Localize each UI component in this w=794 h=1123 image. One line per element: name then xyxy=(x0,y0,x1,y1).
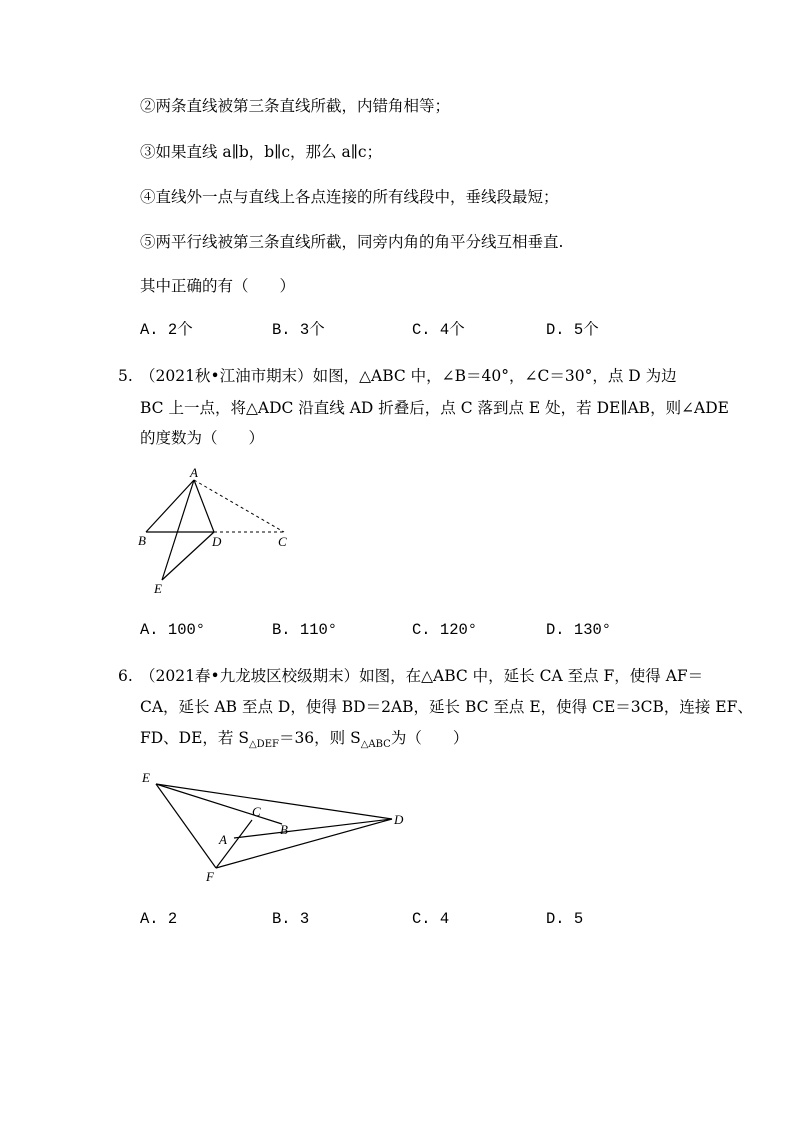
q5-text-1: 如图，△ABC 中，∠B＝40°，∠C＝30°，点 D 为边 xyxy=(312,367,677,385)
q5-label-d: D xyxy=(212,534,222,549)
q5-line-3: 的度数为（ ） xyxy=(140,429,265,447)
q6-text-3a: FD、DE，若 S xyxy=(140,729,249,747)
q6-segment-ed xyxy=(156,784,392,819)
q6-options xyxy=(140,909,660,929)
q6-number: 6. xyxy=(118,667,133,685)
q6-line-3 xyxy=(140,728,468,755)
q6-option-c[interactable]: C. 4 xyxy=(412,910,450,928)
q6-line-2: CA，延长 AB 至点 D，使得 BD＝2AB，延长 BC 至点 E，使得 CE＝3CB，连接 EF、 xyxy=(140,698,753,716)
q5-segment-ac-dashed xyxy=(194,480,284,532)
q4-option-b[interactable]: B. 3个 xyxy=(272,321,325,339)
q6-label-c: C xyxy=(252,804,261,819)
q5-segment-ad xyxy=(194,480,214,532)
q6-label-d: D xyxy=(394,812,404,827)
q6-figure xyxy=(130,764,420,890)
q6-option-a[interactable]: A. 2 xyxy=(140,910,178,928)
q5-source: （2021秋•江油市期末） xyxy=(140,367,313,385)
q6-sub-abc: △ABC xyxy=(360,739,391,751)
q6-label-b: B xyxy=(280,822,288,837)
q6-text-3c: 为（ ） xyxy=(390,729,469,747)
q5-line-2: BC 上一点，将△ADC 沿直线 AD 折叠后，点 C 落到点 E 处，若 DE∥AB，则∠ADE xyxy=(140,399,729,417)
q5-figure xyxy=(130,462,310,598)
q5-option-d[interactable]: D. 130° xyxy=(546,621,612,639)
q5-line-1 xyxy=(140,366,677,386)
q4-option-a[interactable]: A. 2个 xyxy=(140,321,193,339)
q4-statement-3: ③如果直线 a∥b，b∥c，那么 a∥c； xyxy=(140,143,383,161)
q6-text-1: 如图，在△ABC 中，延长 CA 至点 F，使得 AF＝ xyxy=(359,667,704,685)
q4-statement-4: ④直线外一点与直线上各点连接的所有线段中，垂线段最短； xyxy=(140,188,559,206)
q5-label-b: B xyxy=(138,533,146,548)
q4-statement-5: ⑤两平行线被第三条直线所截，同旁内角的角平分线互相垂直. xyxy=(140,233,564,251)
q6-sub-def: △DEF xyxy=(248,739,279,751)
q4-question: 其中正确的有（ ） xyxy=(140,277,296,295)
q6-line-1 xyxy=(140,666,703,686)
q6-source: （2021春•九龙坡区校级期末） xyxy=(140,667,360,685)
q6-label-e: E xyxy=(142,770,150,785)
q5-option-c[interactable]: C. 120° xyxy=(412,621,478,639)
q6-label-a: A xyxy=(219,832,227,847)
q5-label-e: E xyxy=(154,581,162,596)
q6-segment-ad xyxy=(234,819,392,838)
q5-options xyxy=(140,620,660,640)
q4-statement-2: ②两条直线被第三条直线所截，内错角相等； xyxy=(140,97,451,115)
q4-option-c[interactable]: C. 4个 xyxy=(412,321,465,339)
q6-option-b[interactable]: B. 3 xyxy=(272,910,310,928)
q5-label-c: C xyxy=(278,534,287,549)
q5-option-a[interactable]: A. 100° xyxy=(140,621,206,639)
q6-option-d[interactable]: D. 5 xyxy=(546,910,584,928)
q6-segment-ef xyxy=(156,784,216,868)
q5-label-a: A xyxy=(190,465,198,480)
q6-text-3b: ＝36，则 S xyxy=(278,729,361,747)
q6-label-f: F xyxy=(206,869,214,884)
q4-option-d[interactable]: D. 5个 xyxy=(546,321,599,339)
q6-segment-fd xyxy=(216,819,392,868)
q5-option-b[interactable]: B. 110° xyxy=(272,621,338,639)
q4-options xyxy=(140,320,660,340)
q6-segment-eb xyxy=(156,784,282,824)
q5-number: 5. xyxy=(118,367,133,385)
q5-segment-ab xyxy=(146,480,194,532)
